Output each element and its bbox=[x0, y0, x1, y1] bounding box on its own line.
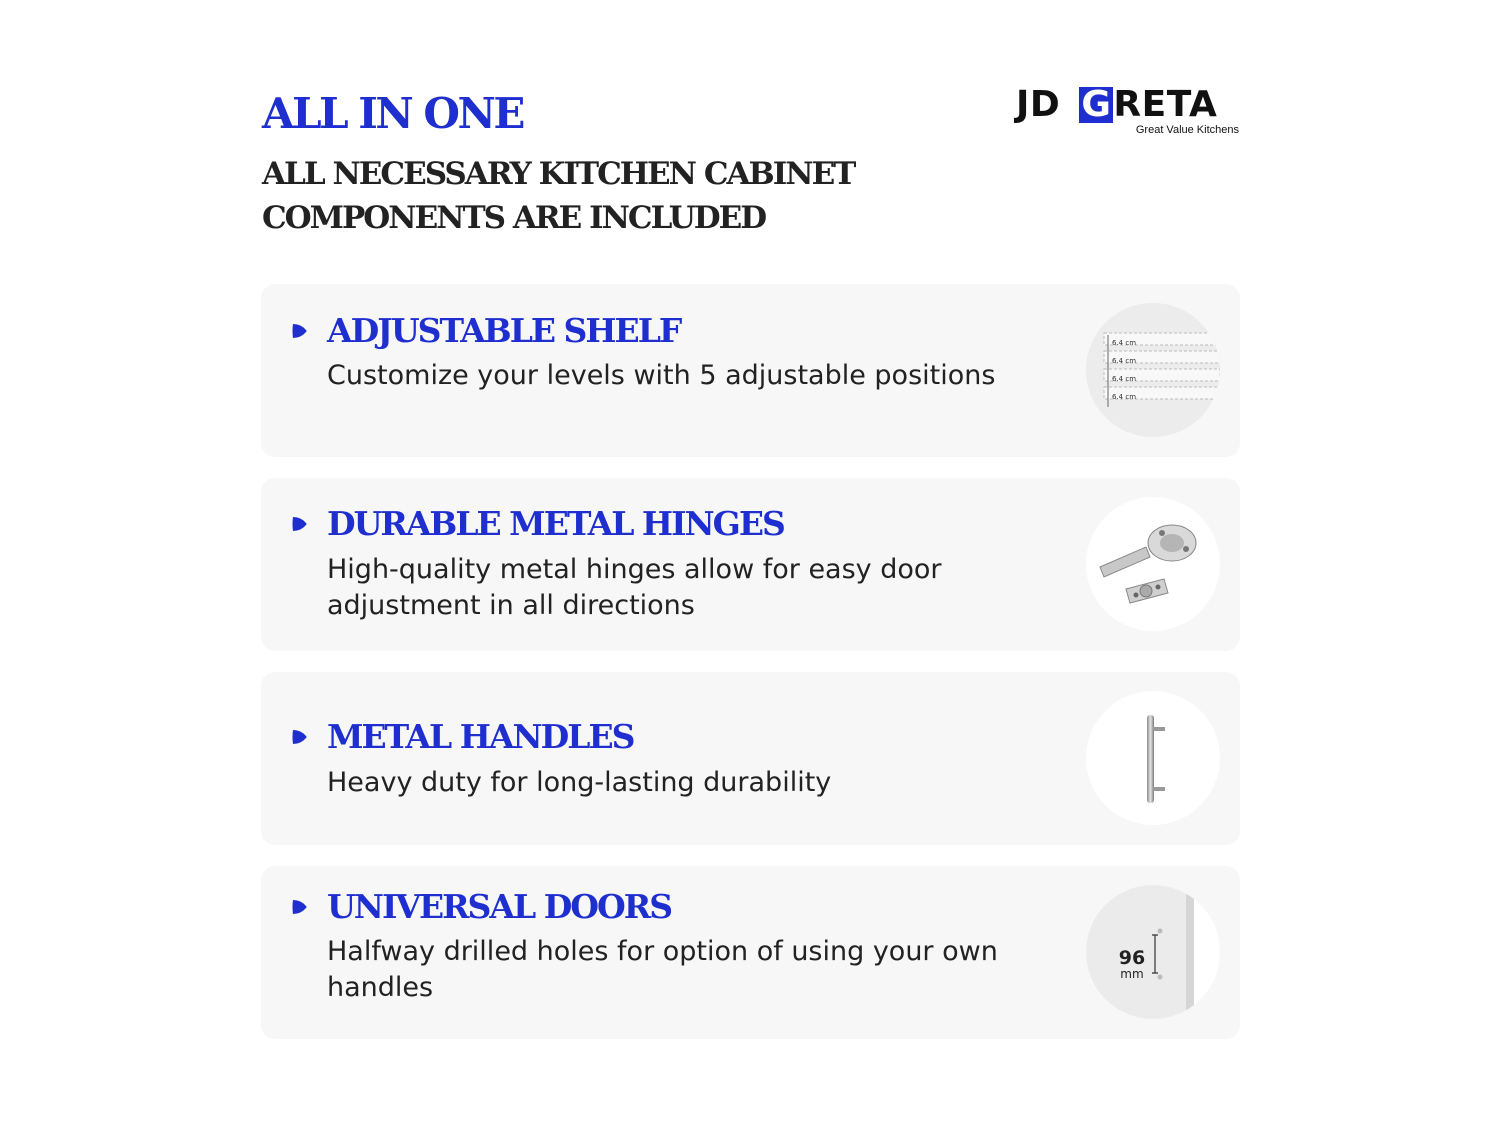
logo-wordmark bbox=[1016, 84, 1217, 126]
measure-unit: mm bbox=[1120, 967, 1144, 981]
logo-letter-g: G bbox=[1081, 84, 1112, 125]
feature-card-universal-doors bbox=[261, 866, 1240, 1039]
page-headline: ALL IN ONE bbox=[262, 89, 523, 138]
page-subheadline: ALL NECESSARY KITCHEN CABINET COMPONENTS ARE INCLUDED bbox=[262, 156, 855, 236]
feature-description: Customize your levels with 5 adjustable positions bbox=[327, 360, 996, 391]
feature-card-adjustable-shelf bbox=[261, 284, 1240, 457]
feature-title: METAL HANDLES bbox=[327, 717, 634, 756]
measure-value: 96 bbox=[1118, 947, 1146, 969]
shelf-levels-icon bbox=[1086, 303, 1220, 437]
feature-description: Heavy duty for long-lasting durability bbox=[327, 767, 832, 798]
bullet-icon bbox=[289, 321, 309, 341]
feature-description: High-quality metal hinges allow for easy door adjustment in all directions bbox=[327, 554, 942, 621]
bullet-icon bbox=[289, 727, 309, 747]
logo-rest: RETA bbox=[1113, 84, 1218, 125]
bullet-icon bbox=[289, 514, 309, 534]
feature-description: Halfway drilled holes for option of using your own handles bbox=[327, 936, 998, 1003]
shelf-gap-label: 6.4 cm bbox=[1112, 375, 1137, 383]
hinge-icon bbox=[1086, 497, 1220, 631]
feature-card-metal-hinges bbox=[261, 478, 1240, 651]
logo-tagline: Great Value Kitchens bbox=[1135, 124, 1239, 136]
logo-prefix: JD bbox=[1016, 84, 1061, 125]
feature-title: DURABLE METAL HINGES bbox=[327, 504, 784, 543]
feature-title: UNIVERSAL DOORS bbox=[327, 887, 672, 926]
feature-card-metal-handles bbox=[261, 672, 1240, 845]
bar-handle-icon bbox=[1086, 691, 1220, 825]
shelf-gap-label: 6.4 cm bbox=[1112, 339, 1137, 347]
brand-logo bbox=[1016, 84, 1241, 144]
feature-title: ADJUSTABLE SHELF bbox=[327, 311, 681, 350]
door-holes-icon bbox=[1086, 885, 1220, 1019]
bullet-icon bbox=[289, 897, 309, 917]
shelf-gap-label: 6.4 cm bbox=[1112, 393, 1137, 401]
shelf-gap-label: 6.4 cm bbox=[1112, 357, 1137, 365]
